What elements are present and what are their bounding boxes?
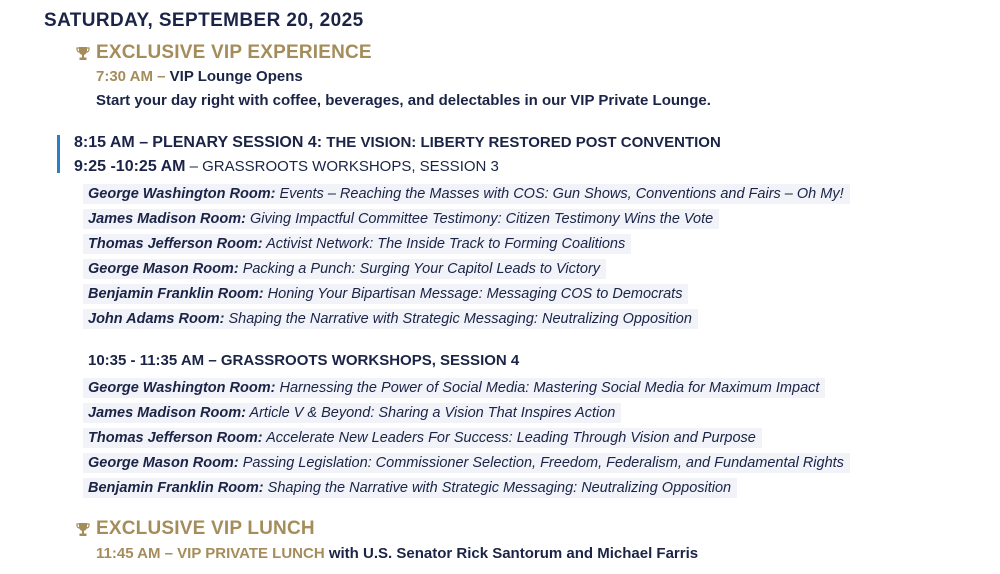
room-name: George Washington Room:: [88, 185, 276, 202]
vip-lunch-line: [96, 545, 698, 562]
vip-experience-heading: [76, 42, 372, 64]
session4-dash: –: [208, 352, 217, 369]
schedule-date: SATURDAY, SEPTEMBER 20, 2025: [44, 10, 364, 31]
vip-lounge-description: Start your day right with coffee, beverages, and delectables in our VIP Private Lounge.: [96, 92, 711, 109]
workshop-topic: Events – Reaching the Masses with COS: Gun Shows, Conventions and Fairs – Oh My!: [279, 185, 844, 202]
workshop-topic: Activist Network: The Inside Track to Forming Coalitions: [266, 235, 626, 252]
workshop-topic: Shaping the Narrative with Strategic Messaging: Neutralizing Opposition: [267, 479, 732, 496]
plenary-time: 8:15 AM –: [74, 134, 149, 151]
workshop-row: [83, 256, 850, 281]
vip-lunch-detail: with U.S. Senator Rick Santorum and Michael Farris: [328, 545, 699, 562]
workshop-row: [83, 306, 850, 331]
workshop-topic: Accelerate New Leaders For Success: Leading Through Vision and Purpose: [266, 429, 756, 446]
workshop-topic: Giving Impactful Committee Testimony: Citizen Testimony Wins the Vote: [249, 210, 714, 227]
workshop-row: [83, 281, 850, 306]
room-name: George Mason Room:: [88, 454, 239, 471]
vip-lounge-event: VIP Lounge Opens: [169, 68, 303, 85]
vip-lounge-line: [96, 68, 303, 85]
session3-workshops: [83, 181, 850, 331]
vip-lunch-heading: [76, 518, 315, 540]
session3-title: GRASSROOTS WORKSHOPS, SESSION 3: [202, 158, 499, 175]
workshop-row: [83, 450, 850, 475]
workshop-topic: Honing Your Bipartisan Message: Messaging COS to Democrats: [267, 285, 683, 302]
session4-heading: [88, 352, 519, 369]
room-name: Benjamin Franklin Room:: [88, 285, 264, 302]
workshop-row: [83, 475, 850, 500]
workshop-row: [83, 400, 850, 425]
workshop-row: [83, 206, 850, 231]
room-name: Benjamin Franklin Room:: [88, 479, 264, 496]
room-name: James Madison Room:: [88, 210, 246, 227]
vip-experience-title: EXCLUSIVE VIP EXPERIENCE: [96, 42, 372, 63]
room-name: John Adams Room:: [88, 310, 225, 327]
room-name: Thomas Jefferson Room:: [88, 235, 263, 252]
workshop-topic: Shaping the Narrative with Strategic Messaging: Neutralizing Opposition: [228, 310, 692, 327]
room-name: George Mason Room:: [88, 260, 239, 277]
vip-lunch-time: 11:45 AM – VIP PRIVATE LUNCH: [96, 545, 325, 562]
workshop-row: [83, 181, 850, 206]
session3-heading: [74, 158, 499, 176]
workshop-row: [83, 425, 850, 450]
plenary-title: THE VISION: LIBERTY RESTORED POST CONVENTION: [326, 134, 721, 151]
workshop-row: [83, 231, 850, 256]
accent-bar: [57, 135, 60, 173]
workshop-topic: Packing a Punch: Surging Your Capitol Leads to Victory: [242, 260, 601, 277]
session3-time: 9:25 -10:25 AM: [74, 158, 186, 175]
workshop-row: [83, 375, 850, 400]
workshop-topic: Passing Legislation: Commissioner Selection, Freedom, Federalism, and Fundamental Rights: [242, 454, 844, 471]
session4-title: GRASSROOTS WORKSHOPS, SESSION 4: [220, 352, 520, 369]
workshop-topic: Article V & Beyond: Sharing a Vision That Inspires Action: [249, 404, 616, 421]
session4-workshops: [83, 375, 850, 500]
session4-time: 10:35 - 11:35 AM: [88, 352, 205, 369]
workshop-topic: Harnessing the Power of Social Media: Mastering Social Media for Maximum Impact: [279, 379, 820, 396]
room-name: George Washington Room:: [88, 379, 276, 396]
trophy-icon: [76, 522, 90, 537]
plenary-heading: [74, 134, 721, 152]
room-name: Thomas Jefferson Room:: [88, 429, 263, 446]
vip-lounge-time: 7:30 AM –: [96, 68, 166, 85]
session3-dash: –: [189, 158, 198, 175]
plenary-label: PLENARY SESSION 4:: [152, 134, 323, 151]
vip-lunch-title: EXCLUSIVE VIP LUNCH: [96, 518, 315, 539]
trophy-icon: [76, 46, 90, 61]
room-name: James Madison Room:: [88, 404, 246, 421]
